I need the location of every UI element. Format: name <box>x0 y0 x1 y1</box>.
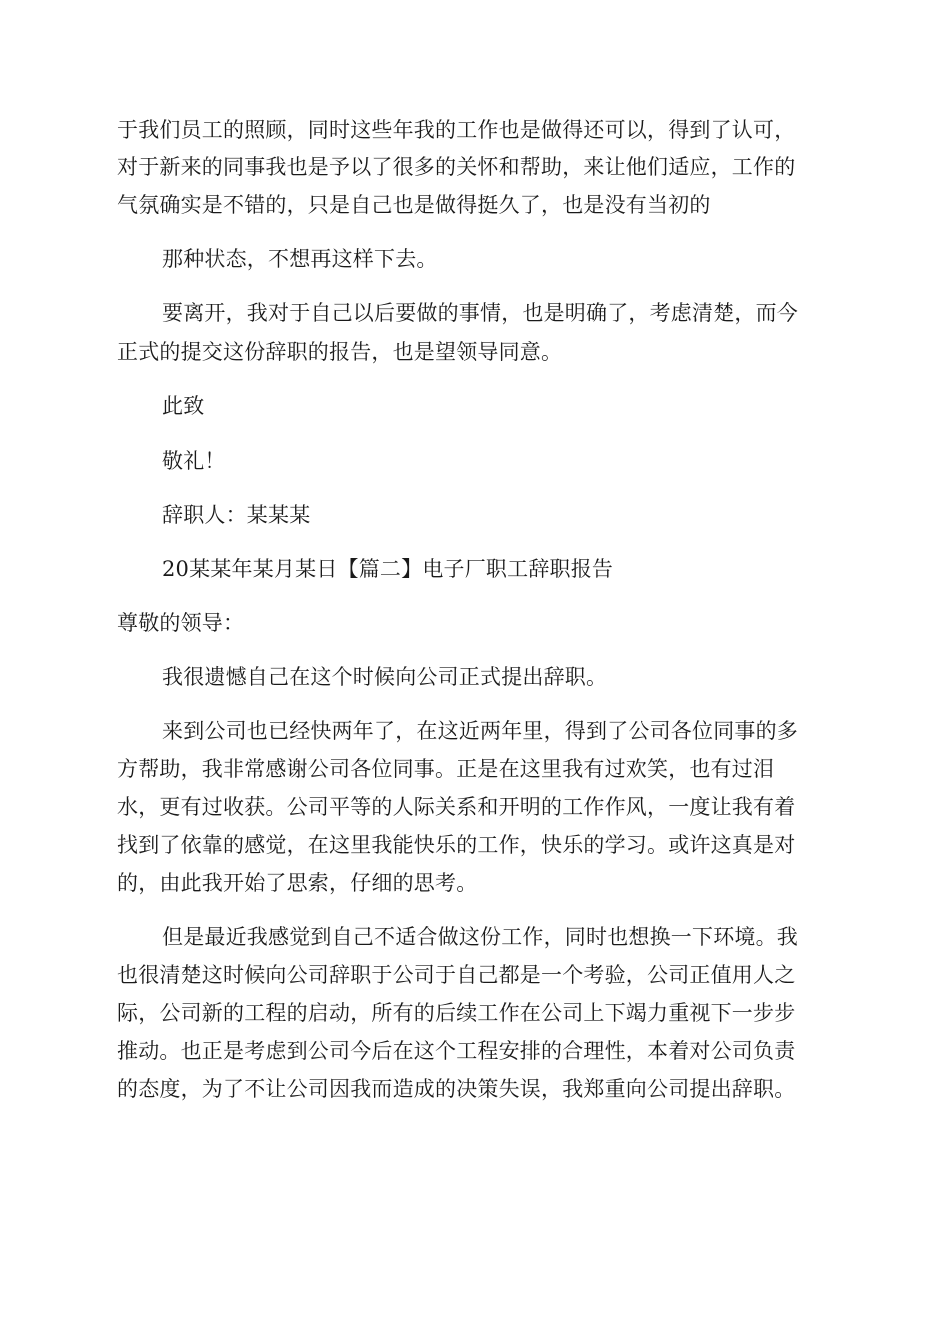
body-line: 气氛确实是不错的，只是自己也是做得挺久了，也是没有当初的 <box>117 193 711 217</box>
paragraph-line: 找到了依靠的感觉，在这里我能快乐的工作，快乐的学习。或许这真是对 <box>117 833 796 857</box>
closing-regards: 敬礼！ <box>162 449 226 473</box>
paragraph-line: 推动。也正是考虑到公司今后在这个工程安排的合理性，本着对公司负责 <box>117 1039 796 1063</box>
paragraph-line: 方帮助，我非常感谢公司各位同事。正是在这里我有过欢笑，也有过泪 <box>117 757 775 781</box>
closing-salutation: 此致 <box>162 394 205 418</box>
body-line: 对于新来的同事我也是予以了很多的关怀和帮助，来让他们适应，工作的 <box>117 155 796 179</box>
section-heading: 20某某年某月某日【篇二】电子厂职工辞职报告 <box>162 557 614 581</box>
paragraph-line: 我很遗憾自己在这个时候向公司正式提出辞职。 <box>162 665 608 689</box>
paragraph-line: 但是最近我感觉到自己不适合做这份工作，同时也想换一下环境。我 <box>162 925 798 949</box>
paragraph-line: 来到公司也已经快两年了，在这近两年里，得到了公司各位同事的多 <box>162 719 798 743</box>
greeting-line: 尊敬的领导： <box>117 611 245 635</box>
paragraph-line: 要离开，我对于自己以后要做的事情，也是明确了，考虑清楚，而今 <box>162 301 798 325</box>
paragraph-line: 的，由此我开始了思索，仔细的思考。 <box>117 871 478 895</box>
body-line: 那种状态，不想再这样下去。 <box>162 247 438 271</box>
paragraph-line: 正式的提交这份辞职的报告，也是望领导同意。 <box>117 340 563 364</box>
paragraph-line: 也很清楚这时候向公司辞职于公司于自己都是一个考验，公司正值用人之 <box>117 963 796 987</box>
signature-line: 辞职人：某某某 <box>162 503 311 527</box>
paragraph-line: 的态度，为了不让公司因我而造成的决策失误，我郑重向公司提出辞职。 <box>117 1077 796 1101</box>
paragraph-line: 际，公司新的工程的启动，所有的后续工作在公司上下竭力重视下一步步 <box>117 1001 796 1025</box>
paragraph-line: 水，更有过收获。公司平等的人际关系和开明的工作作风，一度让我有着 <box>117 795 796 819</box>
body-line: 于我们员工的照顾，同时这些年我的工作也是做得还可以，得到了认可， <box>117 118 796 142</box>
